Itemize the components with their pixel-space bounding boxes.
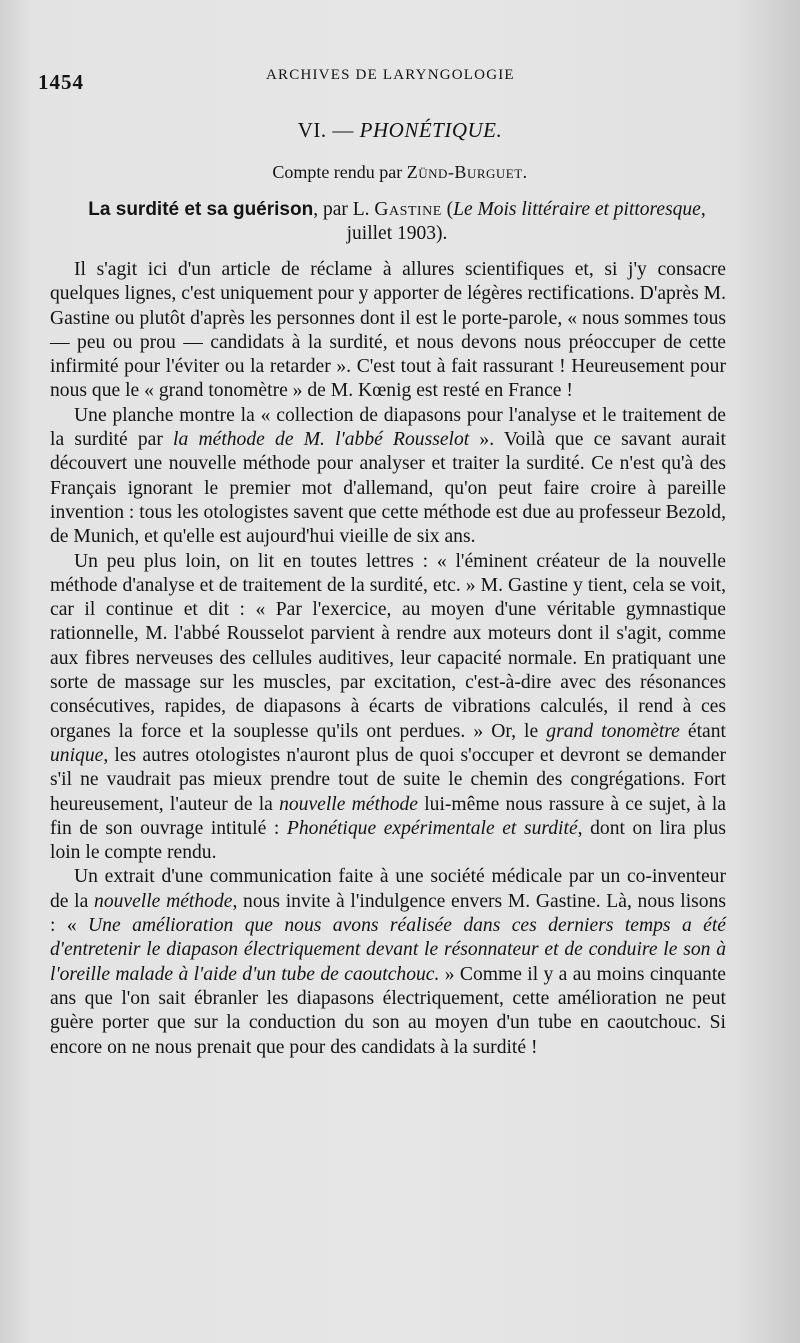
article-author: Gastine	[374, 199, 442, 220]
p3-text-d: lui-même nous rassure à ce sujet, à la fin de son ouvrage intitulé :	[50, 793, 726, 839]
page-number: 1454	[38, 70, 84, 94]
p3-italic-2: unique	[50, 744, 104, 766]
paragraph-3	[50, 550, 726, 866]
reporter-line	[0, 162, 800, 183]
paragraph-2	[50, 404, 726, 550]
article-title: La surdité et sa guérison	[88, 199, 314, 220]
paragraph-1: Il s'agit ici d'un article de réclame à allures scientifiques et, si j'y consacre quelques lignes, c'est uniquement pour y apporter de légères rectifications. D'après M. Gastine ou plutôt d'après les personnes dont il est le porte-parole, « nous sommes tous — peu ou prou — candidats à la surdité, et nous devons nous préoccuper de cette infirmité pour l'éviter ou la retarder ». C'est tout à fait rassurant ! Heureusement pour nous que le « grand tonomètre » de M. Kœnig est resté en France !	[50, 259, 726, 402]
article-by: , par L.	[313, 199, 375, 220]
p4-italic-quote: Une amélioration que nous avons réalisée dans ces derniers temps a été d'entretenir le diapason électriquement devant le résonnateur et de conduire le son à l'oreille malade à l'aide d'un tube de caoutchouc.	[50, 915, 726, 985]
page-header	[38, 62, 758, 92]
article-source: Le Mois littéraire et pittoresque	[453, 199, 701, 220]
paragraph-4	[50, 865, 726, 1059]
article-heading	[64, 198, 730, 246]
running-head: ARCHIVES DE LARYNGOLOGIE	[266, 67, 515, 83]
p4-text-a: Un extrait d'une communication faite à une société médicale par un co-inventeur de la	[50, 866, 726, 912]
section-name: PHONÉTIQUE.	[359, 118, 503, 142]
p4-text-b: , nous invite à l'indulgence envers M. Gastine. Là, nous lisons : «	[50, 890, 726, 937]
article-open-paren: (	[441, 199, 454, 220]
section-number: VI. —	[297, 118, 354, 142]
p3-text-c: , les autres otologistes n'auront plus de quoi s'occuper et devront se demander s'il ne vaudrait pas mieux prendre tout de suite le chemin des congrégations. Fort heureusement, l'auteur de la	[50, 744, 726, 815]
reporter-prefix: Compte rendu par	[272, 162, 403, 182]
p2-text-b: ». Voilà que ce savant aurait découvert une nouvelle méthode pour analyser et traiter la surdité. Ce n'est qu'à des Français ignorant le premier mot d'allemand, qu'on peut faire croire à pareille invention : tous les otologistes savent que cette méthode est due au professeur Bezold, de Munich, et qu'elle est aujourd'hui vieille de six ans.	[50, 429, 726, 548]
reporter-name: Zünd-Burguet.	[406, 162, 528, 182]
p2-text-a: Une planche montre la « collection de diapasons pour l'analyse et le traitement de la surdité par	[50, 404, 726, 451]
article-date: , juillet 1903).	[346, 199, 706, 244]
section-title	[0, 118, 800, 143]
p3-text-e: , dont on lira plus loin le compte rendu.	[50, 817, 726, 864]
p2-italic: la méthode de M. l'abbé Rousselot	[173, 429, 470, 451]
p3-italic-1: grand tonomètre	[546, 720, 680, 742]
p4-text-c: » Comme il y a au moins cinquante ans que l'on sait ébranler les diapasons électriquement, cette amélioration ne peut guère porter que sur la conduction du son au moyen d'un tube en caoutchouc. Si encore on ne nous prenait que pour des candidats à la surdité !	[50, 963, 726, 1058]
p3-text-b: étant	[679, 720, 726, 742]
p4-italic-1: nouvelle méthode	[94, 890, 233, 912]
p3-italic-3: nouvelle méthode	[279, 793, 419, 815]
review-body	[50, 258, 726, 1060]
p3-text-a: Un peu plus loin, on lit en toutes lettres : « l'éminent créateur de la nouvelle méthode d'analyse et de traitement de la surdité, etc. » M. Gastine y tient, cela se voit, car il continue et dit : « Par l'exercice, au moyen d'une véritable gymnastique rationnelle, M. l'abbé Rousselot parvient à rendre aux moteurs dont il s'agit, comme aux fibres nerveuses des cellules auditives, leur capacité normale. En pratiquant une sorte de massage sur les muscles, par excitation, c'est-à-dire avec des résonances consécutives, rapides, de diapasons à écarts de vibrations calculés, il rend à ces organes la force et la souplesse qu'ils ont perdues. » Or, le	[50, 550, 726, 742]
p3-italic-4: Phonétique expérimentale et surdité	[286, 817, 578, 839]
